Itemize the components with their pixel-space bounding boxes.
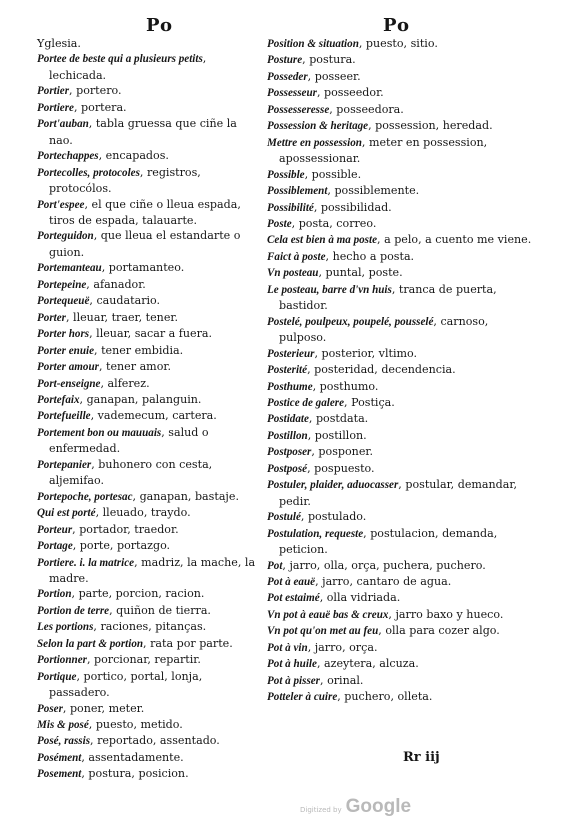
entry-headword: Portepanier	[37, 458, 92, 471]
entry-headword: Poser	[37, 702, 63, 715]
entry-definition: , tranca de puerta, bastidor.	[279, 282, 497, 313]
dictionary-entry	[37, 538, 259, 554]
google-logo: Google	[345, 796, 412, 817]
entry-headword: Poste	[267, 217, 292, 230]
dictionary-entry	[267, 282, 537, 314]
entry-definition: , postular, demandar, pedir.	[279, 478, 517, 508]
entry-headword: Portion	[37, 588, 72, 601]
dictionary-entry	[37, 228, 259, 260]
dictionary-entry	[37, 505, 259, 521]
entry-headword: Possible	[267, 168, 305, 181]
entry-headword: Portepoche, portesac	[37, 490, 133, 503]
dictionary-entry	[37, 457, 259, 489]
dictionary-entry	[267, 428, 537, 444]
entry-headword: Portion de terre	[37, 604, 110, 617]
entry-headword: Port'auban	[37, 118, 89, 131]
entry-definition: , vademecum, cartera.	[90, 409, 217, 423]
dictionary-entry	[37, 116, 259, 148]
entry-headword: Portee de beste qui a plusieurs petits	[37, 53, 203, 66]
entry-definition: , puntal, poste.	[318, 266, 403, 280]
entry-definition: , possiblemente.	[327, 184, 420, 198]
entry-definition: , postulacion, demanda, peticion.	[279, 526, 498, 557]
entry-headword: Porteur	[37, 523, 73, 536]
dictionary-entry	[37, 36, 259, 51]
entry-headword: Postillon	[267, 429, 308, 442]
entry-headword: Pot à pisser	[267, 674, 321, 687]
entry-definition: , jarro, orça.	[307, 640, 378, 654]
dictionary-entry	[37, 260, 259, 276]
entry-definition: , lechicada.	[49, 52, 207, 82]
entry-definition: , encapados.	[98, 149, 169, 163]
entry-definition: , postura, posicion.	[81, 767, 189, 781]
dictionary-entry	[267, 558, 537, 574]
dictionary-entry	[267, 118, 537, 134]
entry-headword: Vn pot qu'on met au feu	[267, 625, 379, 638]
entry-definition: , posseedora.	[329, 102, 404, 116]
entry-definition: , lleuado, traydo.	[95, 506, 191, 520]
dictionary-entry	[37, 586, 259, 602]
entry-definition: , lleuar, sacar a fuera.	[89, 327, 213, 341]
entry-headword: Position & situation	[267, 38, 359, 50]
entry-definition: , registros, protocólos.	[49, 165, 201, 196]
entry-headword: Posseder	[267, 70, 308, 83]
entry-definition: , pospuesto.	[307, 461, 375, 475]
entry-definition: , reportado, assentado.	[90, 734, 220, 748]
entry-definition: , postura.	[302, 53, 356, 67]
entry-headword: Porter	[37, 311, 66, 324]
dictionary-entry	[267, 36, 537, 52]
entry-headword: Portefaix	[37, 393, 80, 406]
entry-definition: , portero.	[69, 84, 122, 98]
dictionary-entry	[37, 555, 259, 587]
dictionary-entry	[37, 197, 259, 229]
entry-headword: Mettre en possession	[267, 136, 362, 149]
entry-definition: , assentadamente.	[81, 750, 184, 764]
dictionary-entry	[37, 603, 259, 619]
dictionary-entry	[267, 183, 537, 199]
entry-definition: , a pelo, a cuento me viene.	[377, 233, 532, 247]
entry-definition: , posterior, vltimo.	[314, 346, 418, 360]
dictionary-entry	[37, 425, 259, 457]
dictionary-entry	[267, 249, 537, 265]
dictionary-entry	[37, 359, 259, 375]
entry-definition: , jarro, olla, orça, puchera, puchero.	[282, 558, 486, 572]
dictionary-entry	[37, 148, 259, 164]
entry-headword: Posterité	[267, 364, 308, 377]
entry-headword: Vn pot à eauë bas & creux	[267, 608, 389, 621]
dictionary-entry	[267, 689, 537, 705]
dictionary-entry	[37, 293, 259, 309]
entry-headword: Porter amour	[37, 361, 99, 374]
entry-definition: , madriz, la mache, la madre.	[49, 555, 256, 585]
entry-definition: , posteridad, decendencia.	[307, 363, 456, 377]
dictionary-entry	[267, 314, 537, 346]
entry-definition: , ganapan, bastaje.	[132, 489, 239, 503]
entry-definition: , Postiça.	[344, 395, 395, 409]
entry-definition: , quiñon de tierra.	[109, 603, 211, 617]
entry-definition: , lleuar, traer, tener.	[65, 310, 178, 324]
entry-headword: Pot à huile	[267, 658, 317, 671]
entry-headword: Portefueille	[37, 410, 91, 423]
entry-definition: , buhonero con cesta, aljemifao.	[49, 457, 213, 488]
dictionary-entry	[37, 669, 259, 701]
entry-headword: Porteguidon	[37, 230, 94, 243]
entry-definition: , azeytera, alcuza.	[316, 657, 419, 671]
dictionary-entry	[37, 489, 259, 505]
watermark-prefix: Digitized by	[300, 806, 342, 814]
entry-definition: , portera.	[73, 100, 127, 114]
entry-headword: Le posteau, barre d'vn huis	[267, 283, 392, 296]
entry-definition: , posponer.	[311, 445, 374, 459]
entry-definition: , portamanteo.	[101, 261, 185, 275]
dictionary-entry	[267, 346, 537, 362]
dictionary-entry	[267, 411, 537, 427]
entry-definition: , possibilidad.	[313, 200, 392, 214]
entry-definition: , el que ciñe o lleua espada, tiros de espada, talauarte.	[49, 197, 241, 227]
entry-definition: , parte, porcion, racion.	[71, 587, 205, 601]
entry-definition: , orinal.	[320, 673, 364, 687]
entry-definition: , puchero, olleta.	[337, 690, 433, 704]
dictionary-entry	[267, 509, 537, 525]
entry-definition: , afanador.	[86, 277, 146, 291]
dictionary-entry	[267, 477, 537, 509]
entry-definition: , jarro, cantaro de agua.	[315, 574, 452, 588]
entry-headword: Portiere. i. la matrice	[37, 556, 135, 569]
entry-headword: Portechappes	[37, 150, 99, 163]
dictionary-entry	[267, 135, 537, 167]
entry-headword: Portier	[37, 85, 70, 98]
entry-definition: , jarro baxo y hueco.	[388, 607, 504, 621]
entry-headword: Selon la part & portion	[37, 637, 144, 650]
dictionary-entry	[37, 277, 259, 293]
entry-headword: Les portions	[37, 621, 94, 634]
entry-definition: , ganapan, palanguin.	[79, 392, 202, 406]
entry-definition: , raciones, pitanças.	[93, 620, 207, 634]
running-head-right: Po	[383, 15, 411, 36]
dictionary-entry	[267, 379, 537, 395]
entry-headword: Portiere	[37, 101, 74, 114]
entry-definition: , hecho a posta.	[325, 249, 415, 263]
dictionary-entry	[37, 522, 259, 538]
entry-headword: Pot à eauë	[267, 575, 316, 588]
entry-definition: , olla para cozer algo.	[378, 624, 500, 638]
entry-definition: , postillon.	[307, 428, 367, 442]
entry-headword: Porter enuie	[37, 344, 95, 357]
entry-headword: Portique	[37, 670, 77, 683]
entry-headword: Posément	[37, 751, 82, 764]
entry-headword: Postuler, plaider, aduocasser	[267, 479, 399, 492]
entry-headword: Port'espee	[37, 198, 85, 211]
entry-headword: Porter hors	[37, 328, 90, 341]
entry-headword: Portionner	[37, 654, 87, 667]
dictionary-entry	[267, 200, 537, 216]
entry-definition: , possession, heredad.	[368, 119, 493, 133]
entry-definition: , porte, portazgo.	[72, 539, 171, 553]
entry-headword: Pot à vin	[267, 641, 308, 654]
dictionary-entry	[267, 395, 537, 411]
entry-definition: , poner, meter.	[62, 701, 145, 715]
dictionary-entry	[37, 619, 259, 635]
entry-headword: Posement	[37, 768, 82, 781]
entry-definition: , alferez.	[100, 376, 150, 390]
entry-headword: Posé, rassis	[37, 735, 91, 748]
dictionary-entry	[267, 673, 537, 689]
dictionary-entry	[37, 376, 259, 392]
entry-definition: , posthumo.	[312, 379, 379, 393]
entry-definition: , tabla gruessa que ciñe la nao.	[49, 117, 237, 147]
entry-headword: Posture	[267, 54, 303, 67]
entry-definition: , puesto, metido.	[88, 718, 183, 732]
dictionary-entry	[37, 717, 259, 733]
entry-headword: Potteler à cuire	[267, 691, 338, 704]
entry-headword: Posthume	[267, 380, 313, 393]
dictionary-entry	[37, 165, 259, 197]
dictionary-entry	[37, 408, 259, 424]
dictionary-entry	[37, 51, 259, 83]
left-column	[37, 36, 259, 783]
entry-definition: Yglesia.	[37, 37, 81, 50]
entry-definition: , postdata.	[308, 412, 369, 426]
entry-headword: Portepeine	[37, 278, 87, 291]
dictionary-entry	[37, 83, 259, 99]
dictionary-entry	[37, 100, 259, 116]
entry-headword: Portequeuë	[37, 295, 90, 308]
entry-definition: , portador, traedor.	[72, 522, 179, 536]
dictionary-entry	[267, 574, 537, 590]
dictionary-entry	[37, 326, 259, 342]
entry-headword: Portemanteau	[37, 262, 102, 275]
entry-definition: , que lleua el estandarte o guion.	[49, 229, 241, 259]
dictionary-entry	[267, 526, 537, 558]
dictionary-entry	[37, 750, 259, 766]
dictionary-entry	[37, 343, 259, 359]
entry-headword: Cela est bien à ma poste	[267, 234, 378, 247]
entry-headword: Mis & posé	[37, 719, 89, 732]
entry-headword: Possibilité	[267, 201, 314, 214]
entry-definition: , posseedor.	[316, 86, 384, 100]
dictionary-entry	[267, 265, 537, 281]
dictionary-entry	[37, 636, 259, 652]
dictionary-entry	[267, 102, 537, 118]
running-head-left: Po	[146, 15, 174, 36]
dictionary-entry	[267, 232, 537, 248]
entry-headword: Postposé	[267, 462, 308, 475]
entry-headword: Faict à poste	[267, 250, 326, 263]
dictionary-entry	[37, 392, 259, 408]
entry-headword: Possesseresse	[267, 103, 330, 116]
entry-headword: Postice de galere	[267, 396, 345, 409]
right-column	[267, 36, 537, 706]
dictionary-entry	[267, 607, 537, 623]
dictionary-entry	[267, 167, 537, 183]
entry-headword: Postulé	[267, 511, 301, 524]
entry-headword: Pot estaimé	[267, 592, 320, 605]
dictionary-entry	[267, 623, 537, 639]
entry-headword: Portement bon ou mauuais	[37, 426, 162, 439]
entry-definition: , salud o enfermedad.	[49, 425, 209, 456]
entry-headword: Port-enseigne	[37, 377, 101, 390]
entry-definition: , puesto, sitio.	[358, 37, 438, 50]
dictionary-entry	[267, 52, 537, 68]
entry-headword: Postulation, requeste	[267, 527, 364, 540]
dictionary-entry	[37, 733, 259, 749]
entry-definition: , possible.	[304, 167, 362, 181]
entry-definition: , postulado.	[300, 510, 367, 524]
entry-definition: , portico, portal, lonja, passadero.	[49, 669, 203, 700]
entry-definition: , caudatario.	[89, 294, 161, 308]
entry-headword: Qui est porté	[37, 507, 96, 520]
entry-definition: , carnoso, pulposo.	[279, 314, 489, 345]
entry-headword: Postidate	[267, 413, 309, 426]
entry-headword: Postposer	[267, 446, 312, 459]
entry-headword: Pot	[267, 559, 283, 572]
entry-definition: , posta, correo.	[291, 216, 377, 230]
entry-headword: Posterieur	[267, 347, 315, 360]
entry-headword: Vn posteau	[267, 267, 319, 280]
entry-definition: , tener amor.	[98, 360, 171, 374]
dictionary-entry	[267, 69, 537, 85]
dictionary-entry	[37, 766, 259, 782]
digitized-watermark	[300, 796, 411, 818]
entry-definition: , tener embidia.	[94, 343, 184, 357]
entry-definition: , porcionar, repartir.	[86, 653, 201, 667]
entry-headword: Possesseur	[267, 87, 317, 100]
entry-headword: Portage	[37, 540, 73, 553]
dictionary-entry	[267, 216, 537, 232]
dictionary-entry	[37, 652, 259, 668]
dictionary-entry	[37, 310, 259, 326]
dictionary-entry	[267, 461, 537, 477]
entry-definition: , meter en possession, apossessionar.	[279, 135, 488, 166]
entry-definition: , olla vidriada.	[319, 591, 401, 605]
dictionary-entry	[267, 590, 537, 606]
dictionary-entry	[267, 444, 537, 460]
dictionary-entry	[267, 656, 537, 672]
signature-mark: Rr iij	[403, 750, 440, 765]
dictionary-entry	[267, 85, 537, 101]
entry-headword: Portecolles, protocoles	[37, 166, 140, 179]
entry-headword: Possiblement	[267, 185, 328, 198]
dictionary-entry	[37, 701, 259, 717]
dictionary-entry	[267, 640, 537, 656]
entry-headword: Postelé, poulpeux, poupelé, pousselé	[267, 315, 434, 328]
dictionary-entry	[267, 362, 537, 378]
entry-definition: , rata por parte.	[143, 636, 233, 650]
entry-headword: Possession & heritage	[267, 120, 369, 133]
entry-definition: , posseer.	[307, 69, 361, 83]
